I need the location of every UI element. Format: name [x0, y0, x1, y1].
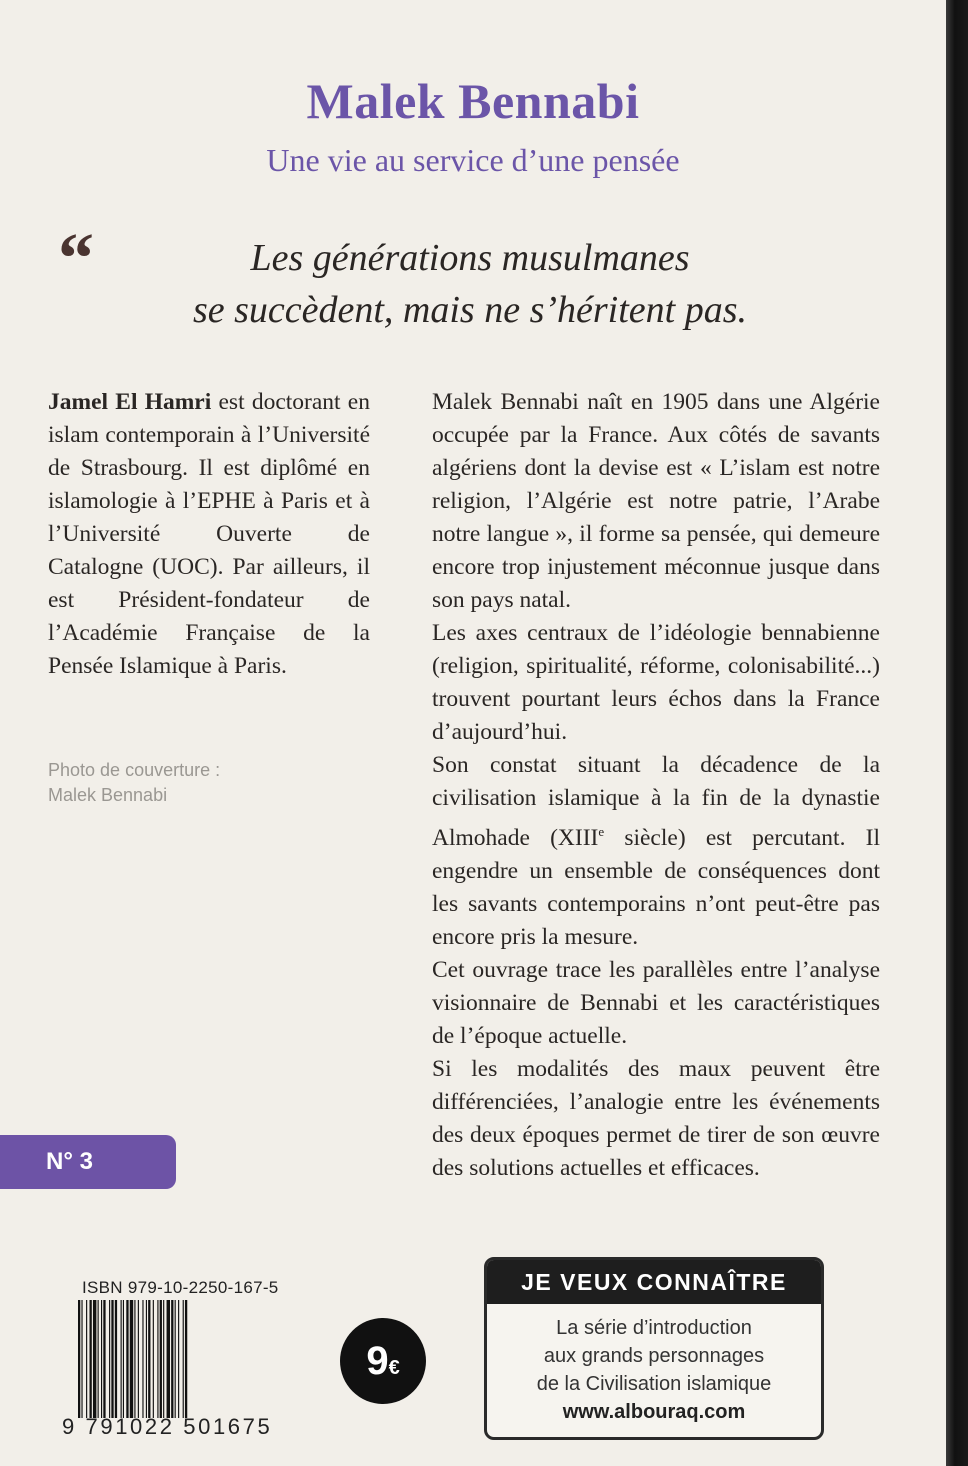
series-number-badge: N° 3	[0, 1135, 176, 1189]
barcode-bar	[90, 1300, 92, 1418]
description-paragraph: Cet ouvrage trace les parallèles entre l’analyse visionnaire de Bennabi et les caractéristiques de l’époque actuelle.	[432, 956, 880, 1049]
photo-credit-label: Photo de couverture :	[48, 760, 221, 780]
description-paragraph: Malek Bennabi naît en 1905 dans une Algérie occupée par la France. Aux côtés de savants algériens dont la devise est « L’islam est notre religion, l’Algérie est notre patrie, l’Arabe notre langue », il forme sa pensée, qui demeure encore trop injustement méconnue jusque dans son pays natal.	[432, 389, 880, 613]
barcode-bar	[148, 1300, 150, 1418]
barcode-bar	[98, 1300, 99, 1418]
description-text: Son constat situant la décadence de la civilisation islamique à la fin de la dynastie Almohade (XIII	[432, 752, 880, 851]
barcode-bar	[111, 1300, 113, 1418]
quote-mark-icon: “	[58, 218, 94, 298]
description-paragraph: Si les modalités des maux peuvent être différenciées, l’analogie entre les événements des deux époques permet de tirer de son œuvre des solutions actuelles et efficaces.	[432, 1055, 880, 1181]
series-info-box	[484, 1257, 824, 1440]
book-spine-edge	[946, 0, 968, 1466]
barcode-bar	[178, 1300, 179, 1418]
series-box-line: aux grands personnages	[543, 1345, 765, 1367]
barcode-bar	[134, 1300, 135, 1418]
barcode-bar	[146, 1300, 147, 1418]
series-box-header: JE VEUX CONNAÎTRE	[487, 1260, 821, 1304]
superscript: e	[598, 824, 605, 839]
epigraph-quote	[150, 232, 790, 336]
author-bio	[48, 386, 370, 683]
price-badge	[340, 1318, 426, 1404]
description-text: siècle) est percutant. Il engendre un ensemble de conséquences dont les savants contemporains n’ont peut-être pas encore pris la mesure.	[432, 824, 880, 950]
quote-line-2: se succèdent, mais ne s’héritent pas.	[192, 289, 748, 331]
barcode-bar	[126, 1300, 128, 1418]
barcode-bar	[175, 1300, 176, 1418]
description-paragraph	[432, 749, 880, 954]
barcode-bar	[86, 1300, 87, 1418]
author-name: Jamel El Hamri	[48, 389, 212, 415]
barcode-bar	[109, 1300, 110, 1418]
barcode-number: 9 791022 501675	[62, 1414, 273, 1439]
barcode-bar	[185, 1300, 187, 1418]
photo-credit	[48, 758, 308, 808]
barcode-bar	[167, 1300, 170, 1418]
description-paragraph: Les axes centraux de l’idéologie bennabienne (religion, spiritualité, réforme, colonisabilité...) trouvent pourtant leurs échos dans la France d’aujourd’hui.	[432, 620, 880, 745]
series-box-line: La série d’introduction	[556, 1317, 752, 1339]
barcode-bar	[81, 1300, 82, 1418]
barcode-bar	[93, 1300, 96, 1418]
series-box-body	[487, 1304, 821, 1426]
barcode-bar	[138, 1300, 139, 1418]
book-title: Malek Bennabi	[306, 73, 640, 129]
photo-credit-subject: Malek Bennabi	[48, 785, 168, 805]
barcode-bar	[157, 1300, 158, 1418]
series-box-line: de la Civilisation islamique	[536, 1373, 772, 1395]
barcode-bar	[171, 1300, 173, 1418]
barcode-bar	[142, 1300, 143, 1418]
author-bio-text: est doctorant en islam contemporain à l’Université de Strasbourg. Il est diplômé en islamologie à l’EPHE à Paris et à l’Université Ouverte de Catalogne (UOC). Par ailleurs, il est Président-fondateur de l’Académie Française de la Pensée Islamique à Paris.	[48, 389, 370, 679]
publisher-url-link[interactable]: www.albouraq.com	[562, 1401, 746, 1423]
price-amount: 9	[366, 1338, 389, 1383]
book-description	[432, 386, 880, 1185]
barcode-bar	[183, 1300, 184, 1418]
isbn-label: ISBN 979-10-2250-167-5	[82, 1278, 279, 1297]
barcode-bar	[160, 1300, 162, 1418]
price-currency: €	[388, 1356, 400, 1379]
barcode-bar	[115, 1300, 117, 1418]
barcode-bar	[78, 1300, 80, 1418]
barcode-bar	[163, 1300, 164, 1418]
barcode-bar	[101, 1300, 102, 1418]
book-subtitle: Une vie au service d’une pensée	[266, 142, 680, 178]
barcode-bar	[103, 1300, 105, 1418]
barcode-bar	[123, 1300, 124, 1418]
barcode	[78, 1300, 284, 1418]
quote-line-1: Les générations musulmanes	[250, 237, 690, 279]
barcode-bar	[121, 1300, 122, 1418]
barcode-bar	[130, 1300, 133, 1418]
barcode-bar	[153, 1300, 154, 1418]
